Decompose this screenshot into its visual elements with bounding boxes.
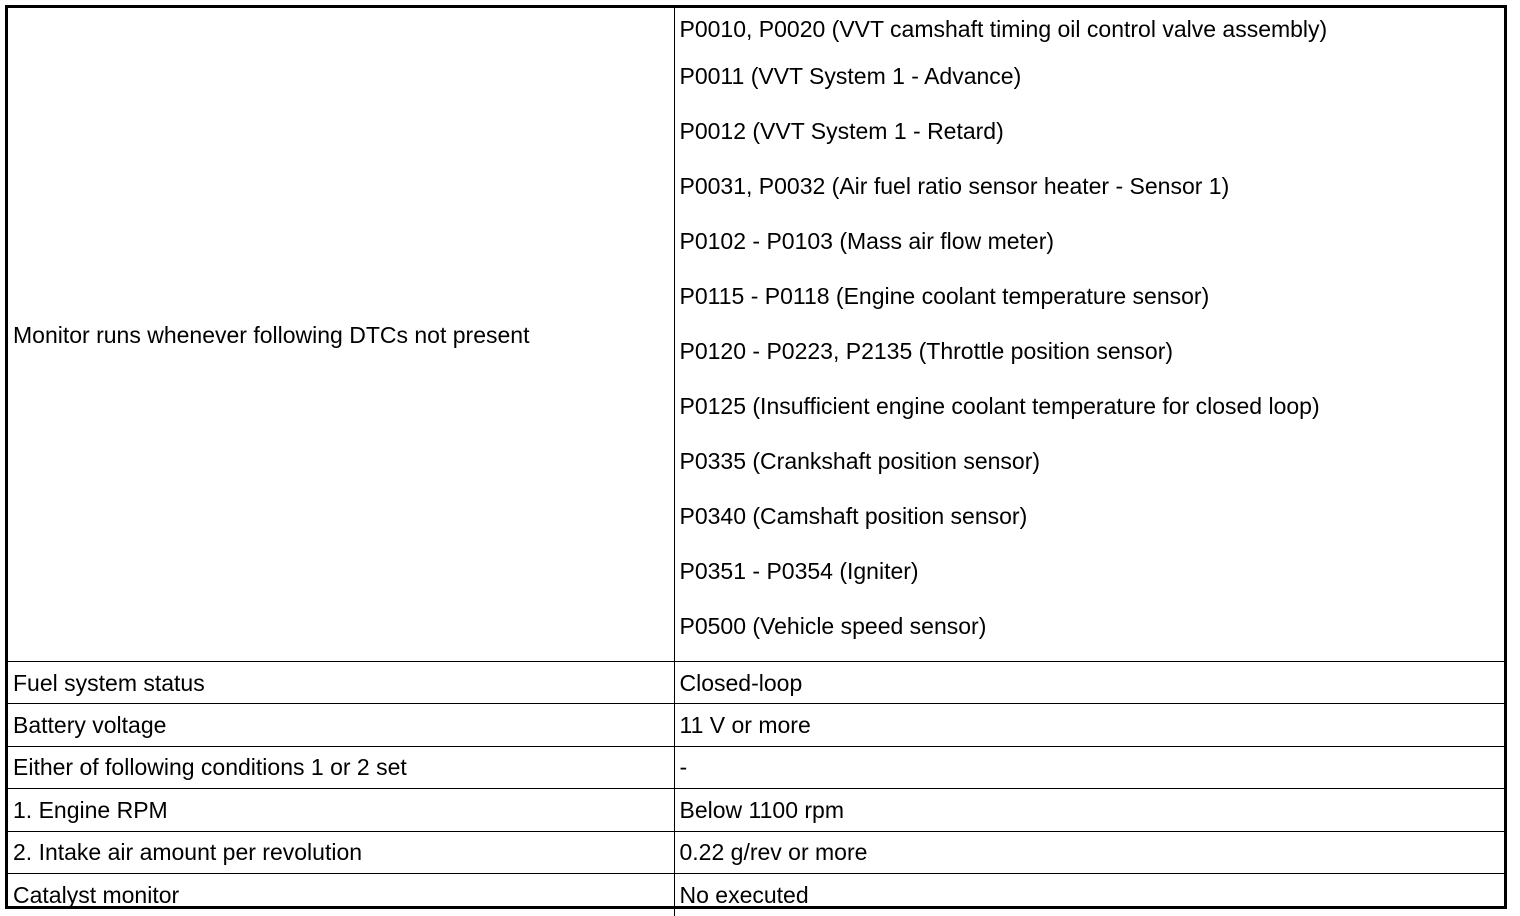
table-row-catalyst-monitor: [8, 873, 1504, 915]
dtc-item: P0500 (Vehicle speed sensor): [679, 613, 987, 639]
table-row-intake-air-amount: [8, 831, 1504, 873]
condition-label-cell: 2. Intake air amount per revolution: [8, 831, 674, 873]
condition-value-cell: Closed-loop: [674, 662, 1504, 704]
table-row-fuel-system-status: [8, 662, 1504, 704]
condition-label-cell: Catalyst monitor: [8, 873, 674, 915]
monitor-conditions-table: [8, 8, 1504, 916]
dtc-item: P0012 (VVT System 1 - Retard): [679, 118, 1004, 144]
condition-value-cell: Below 1100 rpm: [674, 789, 1504, 831]
table-row-battery-voltage: [8, 704, 1504, 746]
dtc-item: P0031, P0032 (Air fuel ratio sensor heater - Sensor 1): [679, 173, 1230, 199]
condition-value-cell: 11 V or more: [674, 704, 1504, 746]
table-row-dtc-conditions: [8, 8, 1504, 662]
dtc-list-cell: [674, 8, 1504, 662]
dtc-item: P0011 (VVT System 1 - Advance): [679, 63, 1022, 89]
dtc-item: P0120 - P0223, P2135 (Throttle position sensor): [679, 338, 1174, 364]
dtc-item: P0010, P0020 (VVT camshaft timing oil control valve assembly): [679, 16, 1328, 42]
condition-label-cell: Fuel system status: [8, 662, 674, 704]
condition-value-cell: -: [674, 746, 1504, 788]
condition-value-cell: No executed: [674, 873, 1504, 915]
table-row-either-conditions: [8, 746, 1504, 788]
dtc-list: [680, 8, 1500, 661]
condition-value-cell: 0.22 g/rev or more: [674, 831, 1504, 873]
condition-label-cell: Monitor runs whenever following DTCs not present: [8, 8, 674, 662]
dtc-item: P0335 (Crankshaft position sensor): [679, 448, 1041, 474]
dtc-item: P0340 (Camshaft position sensor): [679, 503, 1028, 529]
dtc-item: P0102 - P0103 (Mass air flow meter): [679, 228, 1055, 254]
condition-label-cell: Battery voltage: [8, 704, 674, 746]
dtc-item: P0125 (Insufficient engine coolant temperature for closed loop): [679, 393, 1320, 419]
monitor-conditions-table-frame: [5, 5, 1507, 909]
table-row-engine-rpm: [8, 789, 1504, 831]
condition-label-cell: 1. Engine RPM: [8, 789, 674, 831]
dtc-item: P0115 - P0118 (Engine coolant temperature sensor): [679, 283, 1210, 309]
dtc-item: P0351 - P0354 (Igniter): [679, 558, 919, 584]
condition-label-cell: Either of following conditions 1 or 2 set: [8, 746, 674, 788]
